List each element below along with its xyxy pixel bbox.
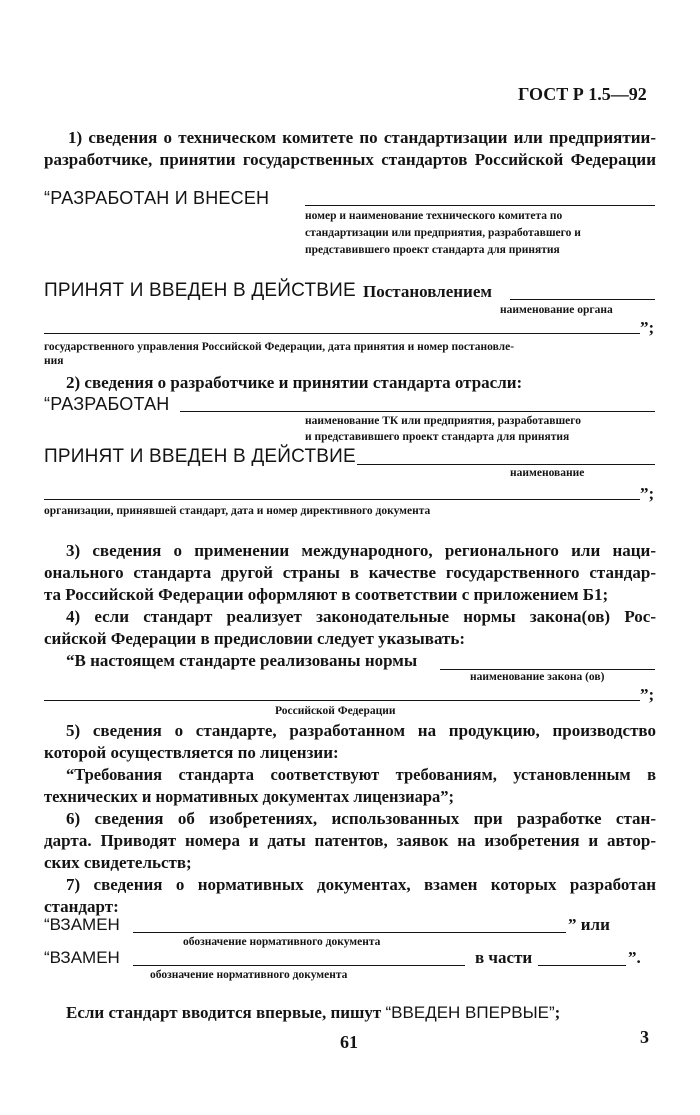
section5-line2: которой осуществляется по лицензии:	[44, 743, 339, 762]
section3-line3: та Российской Федерации оформляют в соответствии с приложением Б1;	[44, 585, 609, 604]
page-number: 61	[340, 1032, 358, 1052]
replace2-underline	[133, 965, 465, 966]
section3-line1: 3) сведения о применении международного, регионального или наци-	[66, 541, 656, 560]
adopted-line-end: ”;	[640, 318, 655, 337]
document-id: ГОСТ Р 1.5—92	[518, 84, 647, 104]
adopted-hint: наименование органа	[500, 304, 613, 316]
adopted-suffix: Постановлением	[363, 282, 492, 301]
replace2-label: “ВЗАМЕН	[44, 948, 120, 967]
section3-line2: онального стандарта другой страны в качестве государственного стандар-	[44, 563, 656, 582]
section2-developed-hint-2: и представившего проект стандарта для принятия	[305, 431, 570, 443]
section4-hint-1: наименование закона (ов)	[470, 671, 605, 683]
section6-line2: дарта. Приводят номера и даты патентов, заявок на изобретения и автор-	[44, 831, 656, 850]
replace-hint: обозначение нормативного документа	[183, 936, 381, 948]
section4-hint-2: Российской Федерации	[275, 705, 396, 717]
section2-adopted-underline	[357, 464, 655, 465]
section2-developed-hint-1: наименование ТК или предприятия, разработавшего	[305, 415, 581, 427]
replace-end: ” или	[568, 915, 610, 934]
adopted-hint-3: ния	[44, 355, 64, 367]
developed-hint-1: номер и наименование технического комитета по	[305, 210, 563, 222]
developed-label: “РАЗРАБОТАН И ВНЕСЕН	[44, 188, 270, 208]
section4-underline	[440, 669, 655, 670]
section2-line-end: ”;	[640, 484, 655, 503]
closing-caps: “ВВЕДЕН ВПЕРВЫЕ”	[385, 1003, 555, 1022]
section2-title: 2) сведения о разработчике и принятии стандарта отрасли:	[66, 373, 523, 392]
section2-adopted-hint-2: организации, принявшей стандарт, дата и номер директивного документа	[44, 505, 431, 517]
section1-line2: разработчике, принятии государственных стандартов Российской Федерации	[44, 150, 656, 169]
page-number-right: 3	[640, 1027, 649, 1047]
developed-underline	[305, 205, 655, 206]
section5-quote-2: технических и нормативных документах лицензиара”;	[44, 787, 455, 806]
section6-line3: ских свидетельств;	[44, 853, 192, 872]
section2-adopted-label: ПРИНЯТ И ВВЕДЕН В ДЕЙСТВИЕ	[44, 446, 356, 467]
section2-developed-label: “РАЗРАБОТАН	[44, 394, 170, 414]
closing-line	[66, 1003, 560, 1023]
closing-prefix: Если стандарт вводится впервые, пишут	[66, 1003, 382, 1022]
section2-adopted-hint: наименование	[510, 467, 585, 479]
replace-underline	[133, 932, 566, 933]
section2-developed-underline	[180, 411, 655, 412]
replace-label: “ВЗАМЕН	[44, 915, 120, 934]
section4-line2: сийской Федерации в предисловии следует указывать:	[44, 629, 466, 648]
adopted-hint-2: государственного управления Российской Федерации, дата принятия и номер постановле-	[44, 341, 515, 353]
section4-line-end: ”;	[640, 685, 655, 704]
section7-line2: стандарт:	[44, 897, 119, 916]
closing-end: ;	[554, 1003, 561, 1022]
replace2-end: ”.	[628, 948, 641, 967]
adopted-underline	[510, 299, 655, 300]
developed-hint-3: представившего проект стандарта для принятия	[305, 244, 560, 256]
adopted-label: ПРИНЯТ И ВВЕДЕН В ДЕЙСТВИЕ	[44, 280, 356, 301]
replace2-hint: обозначение нормативного документа	[150, 969, 348, 981]
replace2-in-part: в части	[475, 948, 533, 967]
section1-line1: 1) сведения о техническом комитете по стандартизации или предприятии-	[68, 128, 656, 147]
replace2-part-underline	[538, 965, 626, 966]
section2-adopted-underline-2	[44, 499, 640, 500]
section4-underline-2	[44, 700, 640, 701]
section5-line1: 5) сведения о стандарте, разработанном на продукцию, производство	[66, 721, 656, 740]
section5-quote-1: “Требования стандарта соответствуют требованиям, установленным в	[66, 765, 656, 784]
section4-quote-label: “В настоящем стандарте реализованы нормы	[66, 651, 418, 670]
section6-line1: 6) сведения об изобретениях, использованных при разработке стан-	[66, 809, 656, 828]
adopted-underline-2	[44, 333, 640, 334]
developed-hint-2: стандартизации или предприятия, разработавшего и	[305, 227, 581, 239]
section4-line1: 4) если стандарт реализует законодательные нормы закона(ов) Рос-	[66, 607, 656, 626]
section7-line1: 7) сведения о нормативных документах, взамен которых разработан	[66, 875, 656, 894]
